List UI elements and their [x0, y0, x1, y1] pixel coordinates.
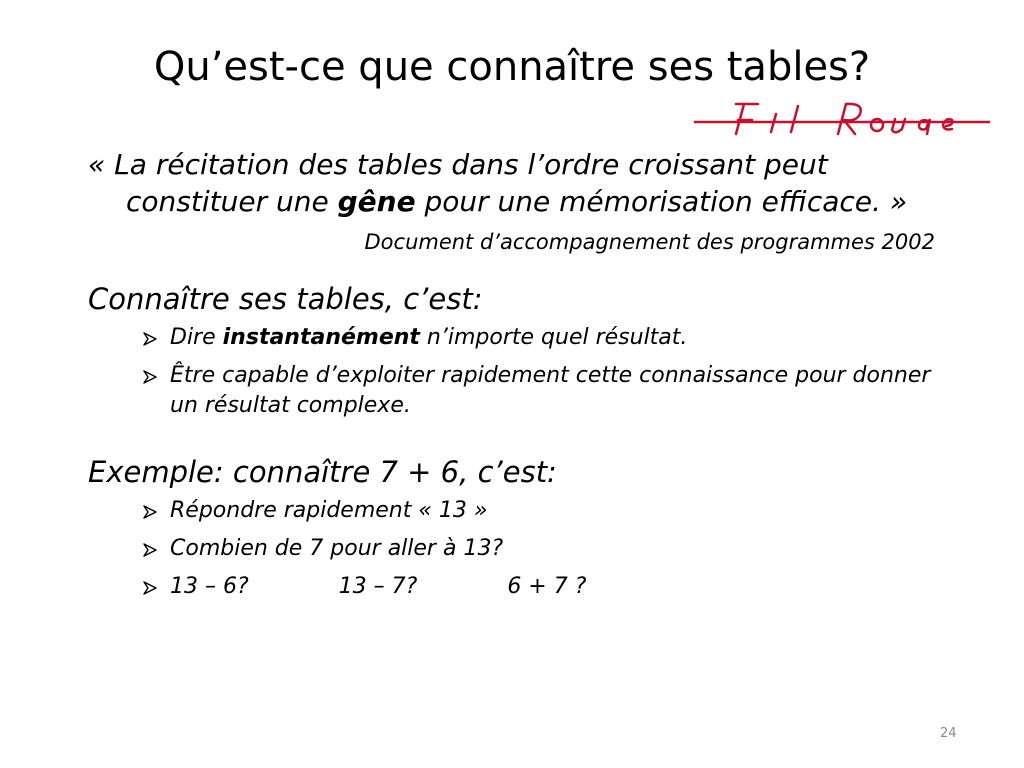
list-item — [140, 323, 958, 353]
bullet-text: Répondre rapidement « 13 » — [170, 498, 488, 523]
section-heading: Exemple: connaître 7 + 6, c’est: — [88, 455, 557, 489]
quote-text: « La récitation des tables dans l’ordre croissant peut constituer une — [88, 148, 828, 218]
list-item — [140, 361, 958, 421]
bullet-text-end: n’importe quel résultat. — [419, 325, 688, 350]
arrow-bullet-icon — [142, 504, 158, 520]
quote-text-end: pour une mémorisation efficace. » — [415, 185, 908, 218]
page-number: 24 — [940, 726, 957, 741]
quote-source: Document d’accompagnement des programmes 2002 — [364, 230, 935, 254]
fil-rouge-logo — [692, 100, 994, 136]
bullet-list — [88, 323, 958, 421]
section-heading: Connaître ses tables, c’est: — [88, 282, 483, 316]
arrow-bullet-icon — [142, 542, 158, 558]
slide-content — [88, 146, 958, 610]
arrow-bullet-icon — [142, 331, 158, 347]
slide-title: Qu’est-ce que connaître ses tables? — [153, 44, 871, 90]
operation: 13 – 7? — [338, 574, 418, 599]
bullet-text: Combien de 7 pour aller à 13? — [170, 536, 504, 561]
bullet-emphasis: instantanément — [222, 325, 420, 350]
quote-emphasis: gêne — [337, 185, 416, 218]
bullet-text: Dire — [170, 325, 223, 350]
list-item — [140, 496, 958, 526]
operation: 13 – 6? — [170, 574, 249, 599]
arrow-bullet-icon — [142, 369, 158, 385]
list-item — [140, 572, 958, 602]
bullet-list — [88, 496, 958, 602]
list-item — [140, 534, 958, 564]
bullet-text: Être capable d’exploiter rapidement cette connaissance pour donner un résultat complexe. — [170, 363, 931, 418]
arrow-bullet-icon — [142, 580, 158, 596]
operation: 6 + 7 ? — [507, 574, 587, 599]
quote — [88, 146, 958, 220]
